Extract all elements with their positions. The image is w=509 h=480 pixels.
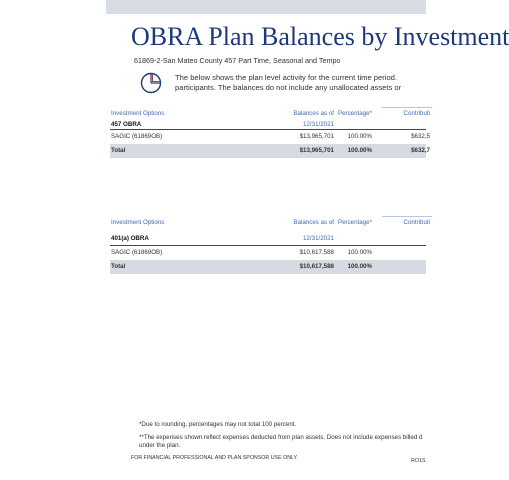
row-investment-name: SAGIC (61869OB) — [111, 133, 163, 140]
page-title: OBRA Plan Balances by Investment — [131, 22, 509, 51]
expenses-footnote-line-2: under the plan. — [139, 442, 181, 449]
balance-table-457 — [110, 107, 430, 158]
col-percentage: Percentage* — [337, 110, 372, 117]
col-investment-options: Investment Options — [111, 110, 165, 117]
plan-subheader — [110, 232, 426, 245]
total-label: Total — [111, 263, 126, 270]
total-row — [110, 260, 426, 274]
col-balances-as-of: Balances as of — [293, 219, 334, 226]
plan-label: 457 OBRA — [111, 121, 142, 128]
table-row — [110, 246, 426, 260]
row-percentage: 100.00% — [347, 249, 372, 256]
page-reference: RO1S — [411, 458, 426, 464]
balance-date: 12/31/2021 — [303, 121, 334, 128]
pie-chart-icon — [140, 72, 162, 94]
row-contribution: $632,5 — [411, 133, 430, 140]
total-balance: $10,617,588 — [299, 263, 334, 270]
row-balance: $10,617,588 — [299, 249, 334, 256]
row-percentage: 100.00% — [347, 133, 372, 140]
total-label: Total — [111, 147, 126, 154]
row-investment-name: SAGIC (61869OB) — [111, 249, 163, 256]
col-balances-as-of: Balances as of — [293, 110, 334, 117]
expenses-footnote-line-1: **The expenses shown reflect expenses deducted from plan assets. Does not include expenses billed d — [139, 434, 423, 441]
balance-date: 12/31/2021 — [303, 235, 334, 242]
plan-label: 401(a) OBRA — [111, 235, 149, 242]
table-header — [110, 216, 430, 232]
total-percentage: 100.00% — [347, 263, 372, 270]
top-banner-bar — [106, 0, 426, 14]
col-contributions: Contributi — [403, 219, 430, 226]
table-row — [110, 130, 430, 144]
intro-line-2: participants. The balances do not include any unallocated assets or — [175, 83, 402, 92]
usage-disclaimer: FOR FINANCIAL PROFESSIONAL AND PLAN SPONSOR USE ONLY. — [131, 455, 298, 461]
balance-table-401a — [110, 216, 430, 274]
plan-subheader — [110, 119, 426, 129]
col-percentage: Percentage* — [337, 219, 372, 226]
header-accent-line — [382, 216, 432, 217]
intro-line-1: The below shows the plan level activity for the current time period. — [175, 73, 398, 82]
total-row — [110, 144, 430, 158]
expenses-footnote — [139, 434, 422, 450]
intro-text — [175, 73, 401, 93]
col-investment-options: Investment Options — [111, 219, 165, 226]
total-contribution: $632,7 — [411, 147, 430, 154]
total-balance: $13,965,701 — [299, 147, 334, 154]
row-balance: $13,965,701 — [299, 133, 334, 140]
col-contributions: Contributi — [403, 110, 430, 117]
rounding-footnote: *Due to rounding, percentages may not total 100 percent. — [139, 421, 297, 428]
table-header — [110, 107, 430, 119]
total-percentage: 100.00% — [347, 147, 372, 154]
plan-subtitle: 61869-2-San Mateo County 457 Part Time, Seasonal and Tempo — [134, 56, 341, 65]
header-accent-line — [382, 107, 432, 108]
